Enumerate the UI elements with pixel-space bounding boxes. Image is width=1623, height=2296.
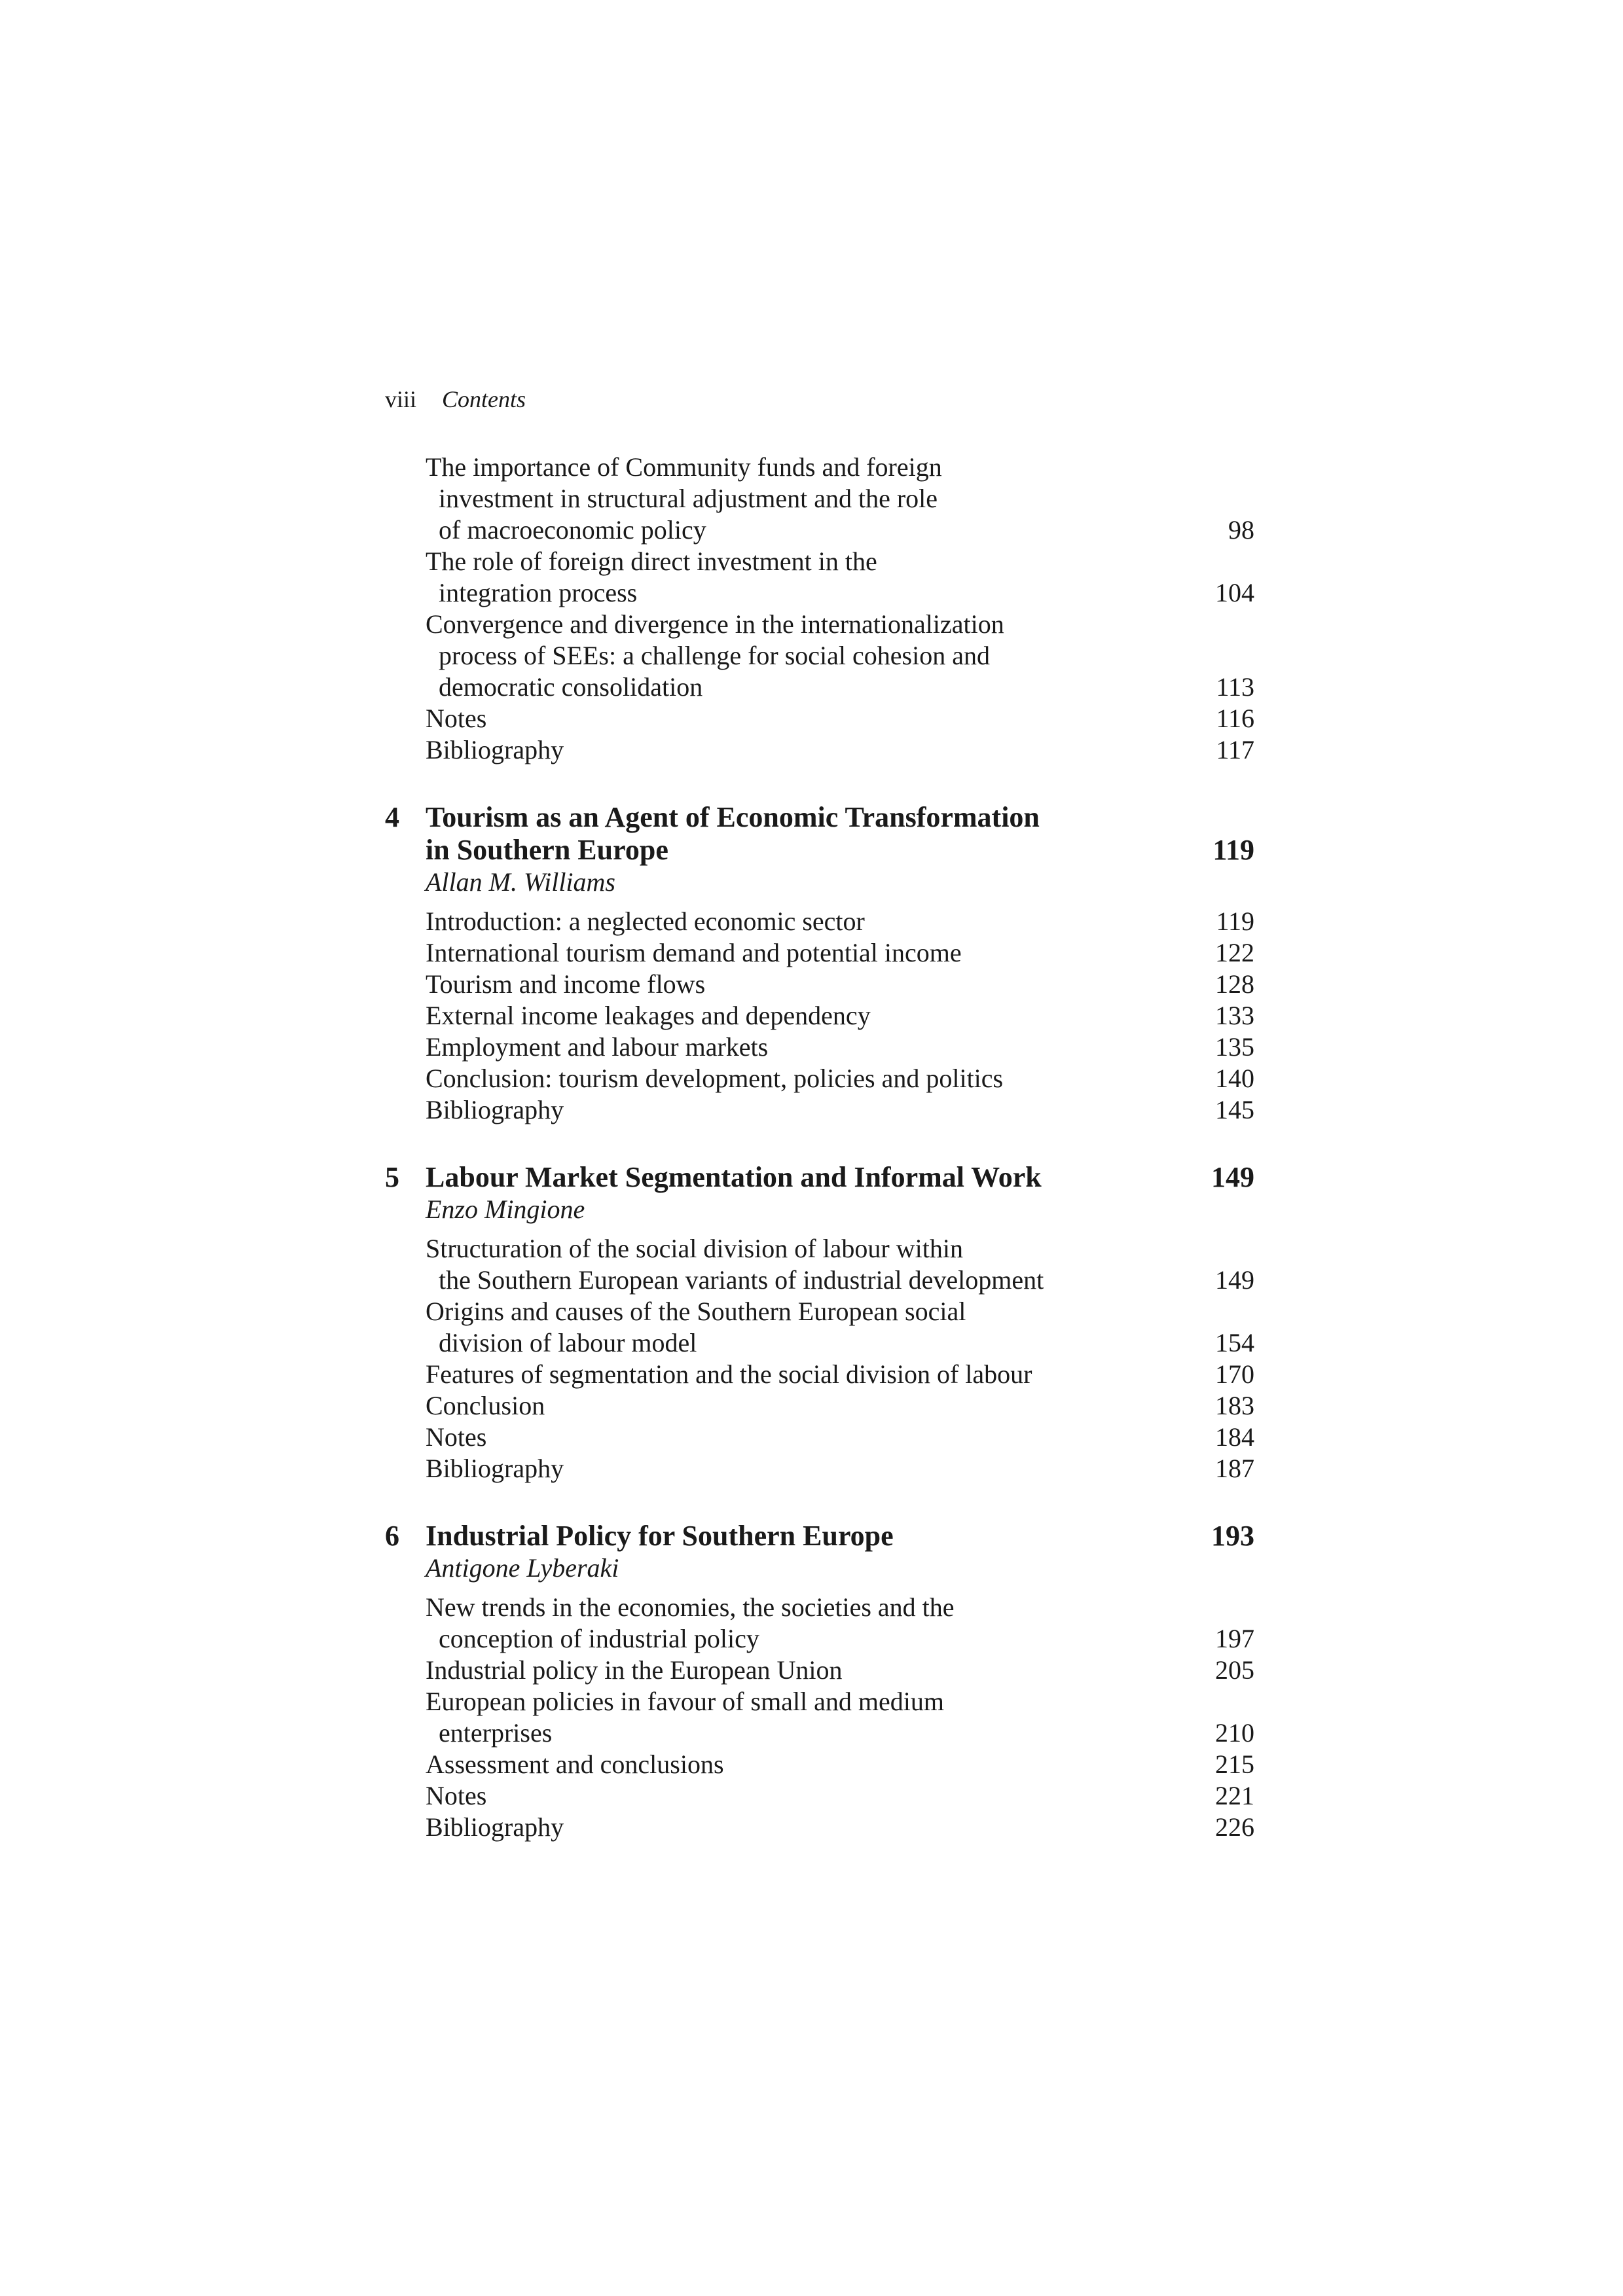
entry-line: Tourism and income flows: [426, 969, 706, 999]
entry-page-number: 145: [1215, 1095, 1254, 1124]
toc-entry: [385, 1094, 1254, 1126]
chapter-number: 5: [385, 1161, 399, 1193]
chapter-number: 6: [385, 1520, 399, 1552]
toc-entry: [385, 1000, 1254, 1031]
entry-line: International tourism demand and potential income: [426, 938, 962, 967]
entry-page-number: 117: [1216, 735, 1254, 764]
entry-line: Employment and labour markets: [426, 1032, 769, 1062]
entry-line: process of SEEs: a challenge for social cohesion and: [439, 641, 990, 670]
entry-line: European policies in favour of small and medium: [426, 1687, 945, 1716]
toc-entry: [385, 1031, 1254, 1063]
entry-page-number: 183: [1215, 1391, 1254, 1420]
chapter-author: Allan M. Williams: [426, 867, 615, 897]
entry-page-number: 135: [1215, 1032, 1254, 1062]
toc-entry: [385, 1422, 1254, 1453]
toc-entry: [385, 1453, 1254, 1484]
entry-line: Conclusion: tourism development, policies and politics: [426, 1064, 1004, 1093]
entry-line: integration process: [439, 578, 638, 607]
chapter-page-number: 149: [1211, 1161, 1254, 1193]
entry-line: the Southern European variants of industrial development: [439, 1265, 1044, 1295]
chapter-title-line: Industrial Policy for Southern Europe: [426, 1520, 894, 1552]
entry-page-number: 119: [1216, 906, 1254, 936]
entry-page-number: 187: [1215, 1454, 1254, 1483]
chapter-author: Enzo Mingione: [426, 1194, 585, 1224]
toc-entry: [385, 546, 1254, 609]
entry-line: The importance of Community funds and foreign: [426, 452, 942, 482]
entry-line: Bibliography: [426, 735, 564, 764]
entry-page-number: 210: [1215, 1718, 1254, 1748]
entry-line: investment in structural adjustment and the role: [439, 484, 938, 513]
entry-line: Bibliography: [426, 1812, 564, 1842]
entry-line: Assessment and conclusions: [426, 1749, 724, 1779]
entry-page-number: 116: [1216, 704, 1254, 733]
entry-page-number: 122: [1215, 938, 1254, 967]
entry-page-number: 184: [1215, 1422, 1254, 1452]
toc-entry: [385, 452, 1254, 546]
entry-page-number: 215: [1215, 1749, 1254, 1779]
entry-page-number: 140: [1215, 1064, 1254, 1093]
toc-entry: [385, 1655, 1254, 1686]
toc-entry: [385, 734, 1254, 766]
chapter-heading-5: [385, 1161, 1254, 1225]
toc-entry: [385, 1296, 1254, 1359]
toc-entry: [385, 937, 1254, 969]
entry-line: Origins and causes of the Southern European social: [426, 1297, 966, 1326]
toc-entry: [385, 1812, 1254, 1843]
entry-page-number: 170: [1215, 1359, 1254, 1389]
running-head: [385, 384, 526, 415]
entry-line: New trends in the economies, the societies and the: [426, 1592, 955, 1622]
chapter-page-number: 193: [1211, 1520, 1254, 1552]
entry-line: The role of foreign direct investment in the: [426, 547, 877, 576]
entry-page-number: 113: [1216, 672, 1254, 702]
entry-line: Introduction: a neglected economic sector: [426, 906, 865, 936]
toc-entry: [385, 1686, 1254, 1749]
toc-entry: [385, 1780, 1254, 1812]
entry-page-number: 226: [1215, 1812, 1254, 1842]
entry-line: Notes: [426, 704, 487, 733]
entry-line: of macroeconomic policy: [439, 515, 706, 545]
toc-entry: [385, 1592, 1254, 1655]
entry-line: Convergence and divergence in the internationalization: [426, 609, 1004, 639]
entry-line: Notes: [426, 1422, 487, 1452]
toc-entry: [385, 1233, 1254, 1296]
entry-line: Features of segmentation and the social division of labour: [426, 1359, 1032, 1389]
entry-page-number: 104: [1215, 578, 1254, 607]
table-of-contents: [385, 452, 1254, 1843]
entry-line: enterprises: [439, 1718, 553, 1748]
entry-page-number: 205: [1215, 1655, 1254, 1685]
entry-line: Bibliography: [426, 1095, 564, 1124]
chapter-heading-4: [385, 801, 1254, 898]
toc-entry: [385, 969, 1254, 1000]
entry-line: division of labour model: [439, 1328, 697, 1357]
toc-entry: [385, 609, 1254, 703]
chapter-author: Antigone Lyberaki: [426, 1553, 619, 1583]
entry-page-number: 154: [1215, 1328, 1254, 1357]
chapter-heading-6: [385, 1520, 1254, 1584]
entry-page-number: 197: [1215, 1624, 1254, 1653]
chapter-page-number: 119: [1213, 834, 1254, 866]
entry-page-number: 128: [1215, 969, 1254, 999]
entry-line: Structuration of the social division of labour within: [426, 1234, 963, 1263]
entry-line: Conclusion: [426, 1391, 545, 1420]
entry-line: External income leakages and dependency: [426, 1001, 871, 1030]
entry-line: Notes: [426, 1781, 487, 1810]
entry-line: Bibliography: [426, 1454, 564, 1483]
toc-entry: [385, 906, 1254, 937]
toc-entry: [385, 1063, 1254, 1094]
chapter-title-line: Tourism as an Agent of Economic Transformation: [426, 801, 1040, 833]
entry-line: democratic consolidation: [439, 672, 703, 702]
chapter-title-line: in Southern Europe: [426, 834, 668, 866]
toc-entry: [385, 703, 1254, 734]
entry-line: conception of industrial policy: [439, 1624, 759, 1653]
entry-line: Industrial policy in the European Union: [426, 1655, 843, 1685]
toc-entry: [385, 1390, 1254, 1422]
running-head-title: Contents: [442, 386, 526, 412]
entry-page-number: 98: [1228, 515, 1254, 545]
entry-page-number: 149: [1215, 1265, 1254, 1295]
entry-page-number: 133: [1215, 1001, 1254, 1030]
chapter-title-line: Labour Market Segmentation and Informal Work: [426, 1161, 1042, 1193]
toc-entry: [385, 1359, 1254, 1390]
entry-page-number: 221: [1215, 1781, 1254, 1810]
toc-entry: [385, 1749, 1254, 1780]
chapter-number: 4: [385, 801, 399, 833]
page-folio: viii: [385, 386, 417, 412]
